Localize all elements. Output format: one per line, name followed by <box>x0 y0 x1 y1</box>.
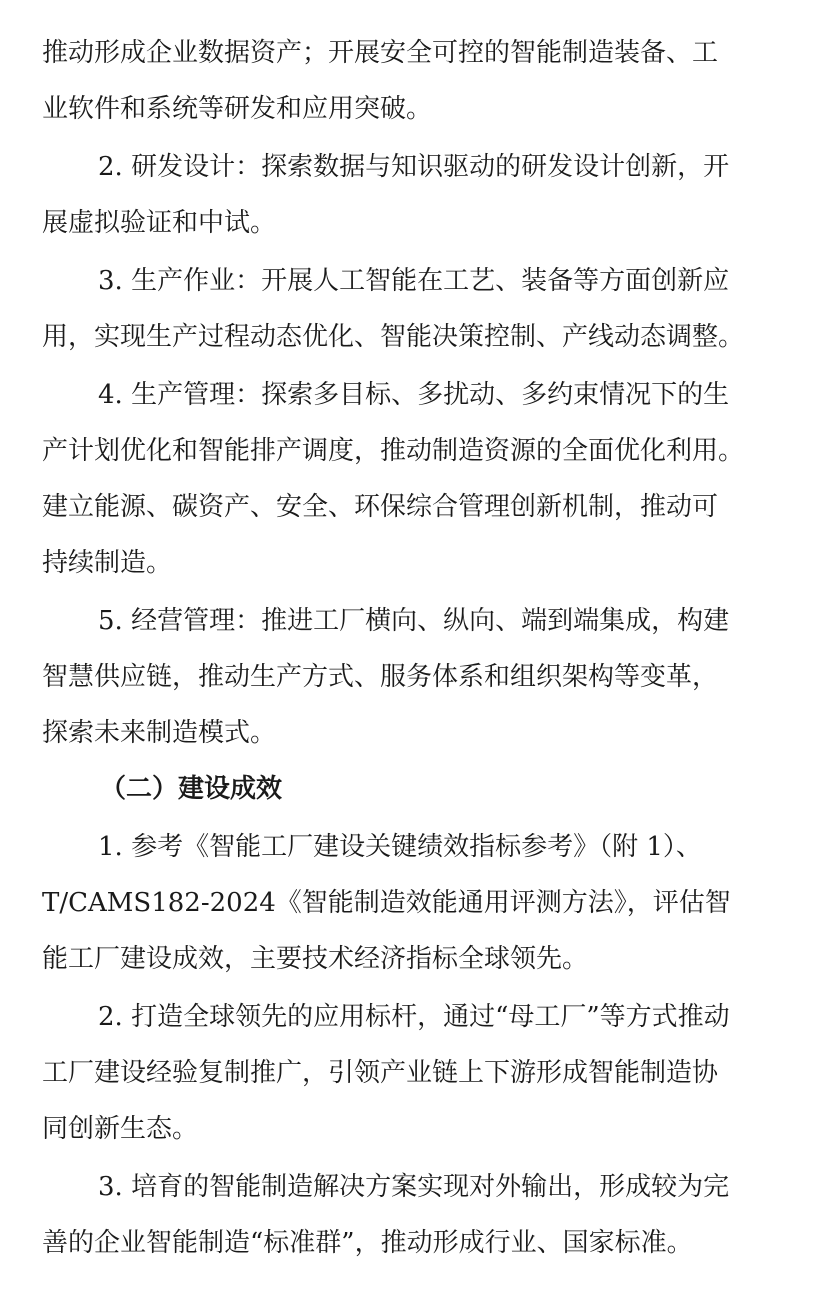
text-line: 2. 打造全球领先的应用标杆，通过“母工厂”等方式推动 <box>98 1002 730 1032</box>
text-line: 展虚拟验证和中试。 <box>42 208 277 238</box>
text-line: 推动形成企业数据资产；开展安全可控的智能制造装备、工 <box>42 38 719 68</box>
text-line: 2. 研发设计：探索数据与知识驱动的研发设计创新，开 <box>98 152 730 182</box>
text-line: 能工厂建设成效，主要技术经济指标全球领先。 <box>42 944 589 974</box>
text-line: 业软件和系统等研发和应用突破。 <box>42 94 433 124</box>
text-line: 5. 经营管理：推进工厂横向、纵向、端到端集成，构建 <box>98 606 730 636</box>
text-line: 用，实现生产过程动态优化、智能决策控制、产线动态调整。 <box>42 322 745 352</box>
text-line: 善的企业智能制造“标准群”，推动形成行业、国家标准。 <box>42 1228 693 1258</box>
text-line: 探索未来制造模式。 <box>42 718 277 748</box>
text-line: T/CAMS182-2024《智能制造效能通用评测方法》，评估智 <box>42 888 731 918</box>
text-line: 3. 培育的智能制造解决方案实现对外输出，形成较为完 <box>98 1172 730 1202</box>
section-heading: （二）建设成效 <box>100 774 283 804</box>
text-line: 工厂建设经验复制推广，引领产业链上下游形成智能制造协 <box>42 1058 719 1088</box>
text-line: 智慧供应链，推动生产方式、服务体系和组织架构等变革， <box>42 662 719 692</box>
text-line: 产计划优化和智能排产调度，推动制造资源的全面优化利用。 <box>42 436 745 466</box>
text-line: 3. 生产作业：开展人工智能在工艺、装备等方面创新应 <box>98 266 730 296</box>
text-line: 1. 参考《智能工厂建设关键绩效指标参考》（附 1）、 <box>98 832 702 862</box>
text-line: 持续制造。 <box>42 548 173 578</box>
text-line: 建立能源、碳资产、安全、环保综合管理创新机制，推动可 <box>42 492 719 522</box>
text-line: 同创新生态。 <box>42 1114 199 1144</box>
text-line: 4. 生产管理：探索多目标、多扰动、多约束情况下的生 <box>98 380 730 410</box>
